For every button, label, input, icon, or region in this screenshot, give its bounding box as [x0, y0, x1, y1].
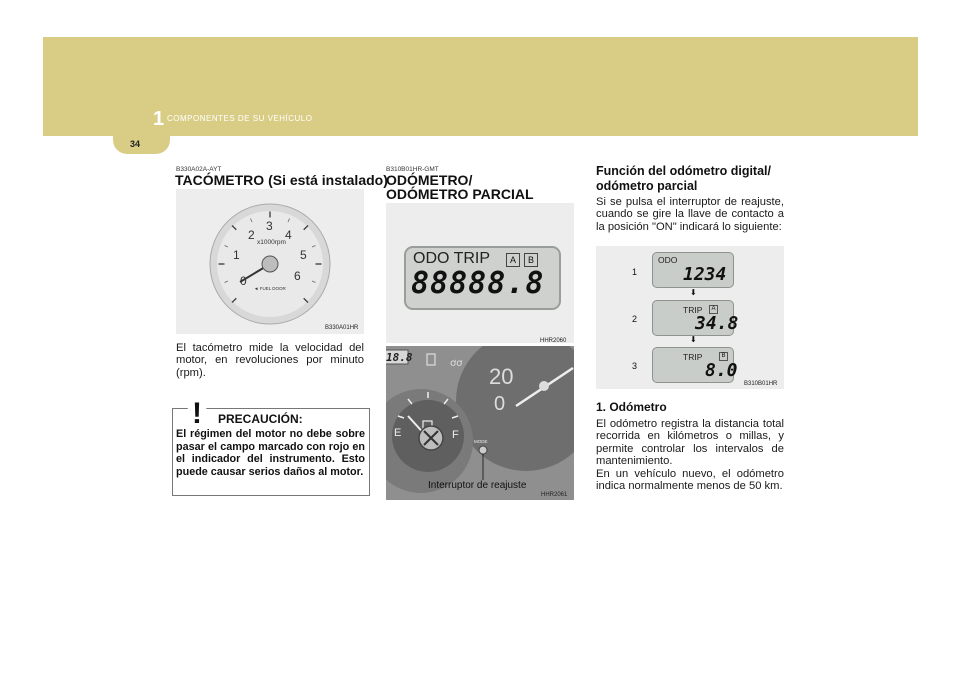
tach-unit-label: x1000rpm — [257, 239, 286, 246]
fuel-empty-label: E — [394, 427, 402, 439]
chapter-number: 1 — [153, 108, 165, 130]
tachometer-title: TACÓMETRO (Si está instalado) — [175, 172, 388, 188]
arrow-down-icon: ⬇ — [690, 335, 697, 344]
trip-b-display — [652, 347, 738, 383]
tachometer-section-code: B330A02A-AYT — [176, 166, 222, 173]
dashboard-figure — [386, 346, 574, 500]
trip-a-display — [652, 300, 739, 336]
step-3-number: 3 — [632, 361, 638, 371]
tachometer-caption: B330A01HR — [325, 325, 359, 331]
tach-scale-2: 2 — [248, 228, 255, 242]
step-2-number: 2 — [632, 314, 638, 324]
trip-b-display-label: TRIP — [683, 352, 703, 362]
tachometer-figure — [176, 189, 364, 334]
tachometer-body: El tacómetro mide la velocidad del motor, en revoluciones por minuto (rpm). — [176, 342, 364, 379]
caution-title: PRECAUCIÓN: — [218, 412, 303, 426]
speed-zero-label: 0 — [494, 393, 506, 415]
odo-trip-label: ODO TRIP — [413, 250, 491, 267]
tach-scale-6: 6 — [294, 269, 301, 283]
reset-switch-callout: Interruptor de reajuste — [428, 480, 527, 491]
odometer-section-title: 1. Odómetro — [596, 400, 667, 414]
tach-scale-4: 4 — [285, 228, 292, 242]
odo-display-label: ODO — [658, 255, 678, 265]
odometer-lcd-figure — [386, 203, 574, 343]
odometer-lcd-panel — [404, 246, 561, 310]
seatbelt-icon: ơơ — [450, 358, 463, 369]
odometer-lcd-caption: HHR2060 — [540, 338, 567, 344]
odometer-sequence-caption: B310B01HR — [744, 381, 778, 387]
trip-a-display-badge: A — [709, 305, 718, 314]
odo-display — [652, 252, 734, 288]
odometer-sequence-figure — [596, 246, 784, 389]
fuel-full-label: F — [452, 429, 459, 441]
trip-b-display-value: 8.0 — [705, 360, 738, 381]
tach-scale-1: 1 — [233, 248, 240, 262]
function-intro: Si se pulsa el interruptor de reajuste, cuando se gire la llave de contacto a la posición "ON" indicará lo siguiente: — [596, 196, 784, 233]
arrow-down-icon: ⬇ — [690, 288, 697, 297]
trip-a-badge: A — [506, 253, 520, 267]
tach-scale-3: 3 — [266, 219, 273, 233]
odometer-section-code: B310B01HR-GMT — [386, 166, 439, 173]
trip-b-display-badge: B — [719, 352, 728, 361]
odometer-title-line2: ODÓMETRO PARCIAL — [386, 186, 534, 202]
mode-label: MODE — [474, 439, 488, 444]
dash-readout: 18.8 — [386, 351, 413, 364]
svg-text:!: ! — [192, 397, 202, 426]
trip-a-display-value: 34.8 — [695, 313, 739, 334]
page-number: 34 — [129, 139, 140, 149]
chapter-title: COMPONENTES DE SU VEHÍCULO — [167, 114, 313, 123]
odometer-title-line1: ODÓMETRO/ — [386, 172, 473, 188]
function-title-line2: odómetro parcial — [596, 179, 698, 193]
odometer-lcd-digits: 88888.8 — [411, 266, 545, 301]
warning-icon — [178, 392, 216, 426]
dashboard-gauges — [386, 346, 574, 500]
tachometer-gauge — [176, 189, 364, 334]
function-title-line1: Función del odómetro digital/ — [596, 164, 771, 178]
caution-text: El régimen del motor no debe sobre pasar el campo marcado con rojo en el indicador del instrumento. Esto puede causar serios daños al motor. — [176, 428, 365, 478]
dashboard-caption: HHR2061 — [541, 492, 568, 498]
step-1-number: 1 — [632, 267, 638, 277]
odo-display-value: 1234 — [683, 264, 727, 285]
trip-b-badge: B — [524, 253, 538, 267]
speed-label: 20 — [489, 364, 514, 389]
tach-scale-0: 0 — [240, 274, 247, 288]
odometer-body-1: El odómetro registra la distancia total recorrida en kilómetros o millas, y permite controlar los intervalos de mantenimiento. — [596, 418, 784, 467]
fuel-door-label: ◄ FUEL DOOR — [254, 286, 286, 291]
tach-scale-5: 5 — [300, 248, 307, 262]
odometer-body-2: En un vehículo nuevo, el odómetro indica normalmente menos de 50 km. — [596, 468, 784, 493]
trip-a-display-label: TRIP — [683, 305, 703, 315]
